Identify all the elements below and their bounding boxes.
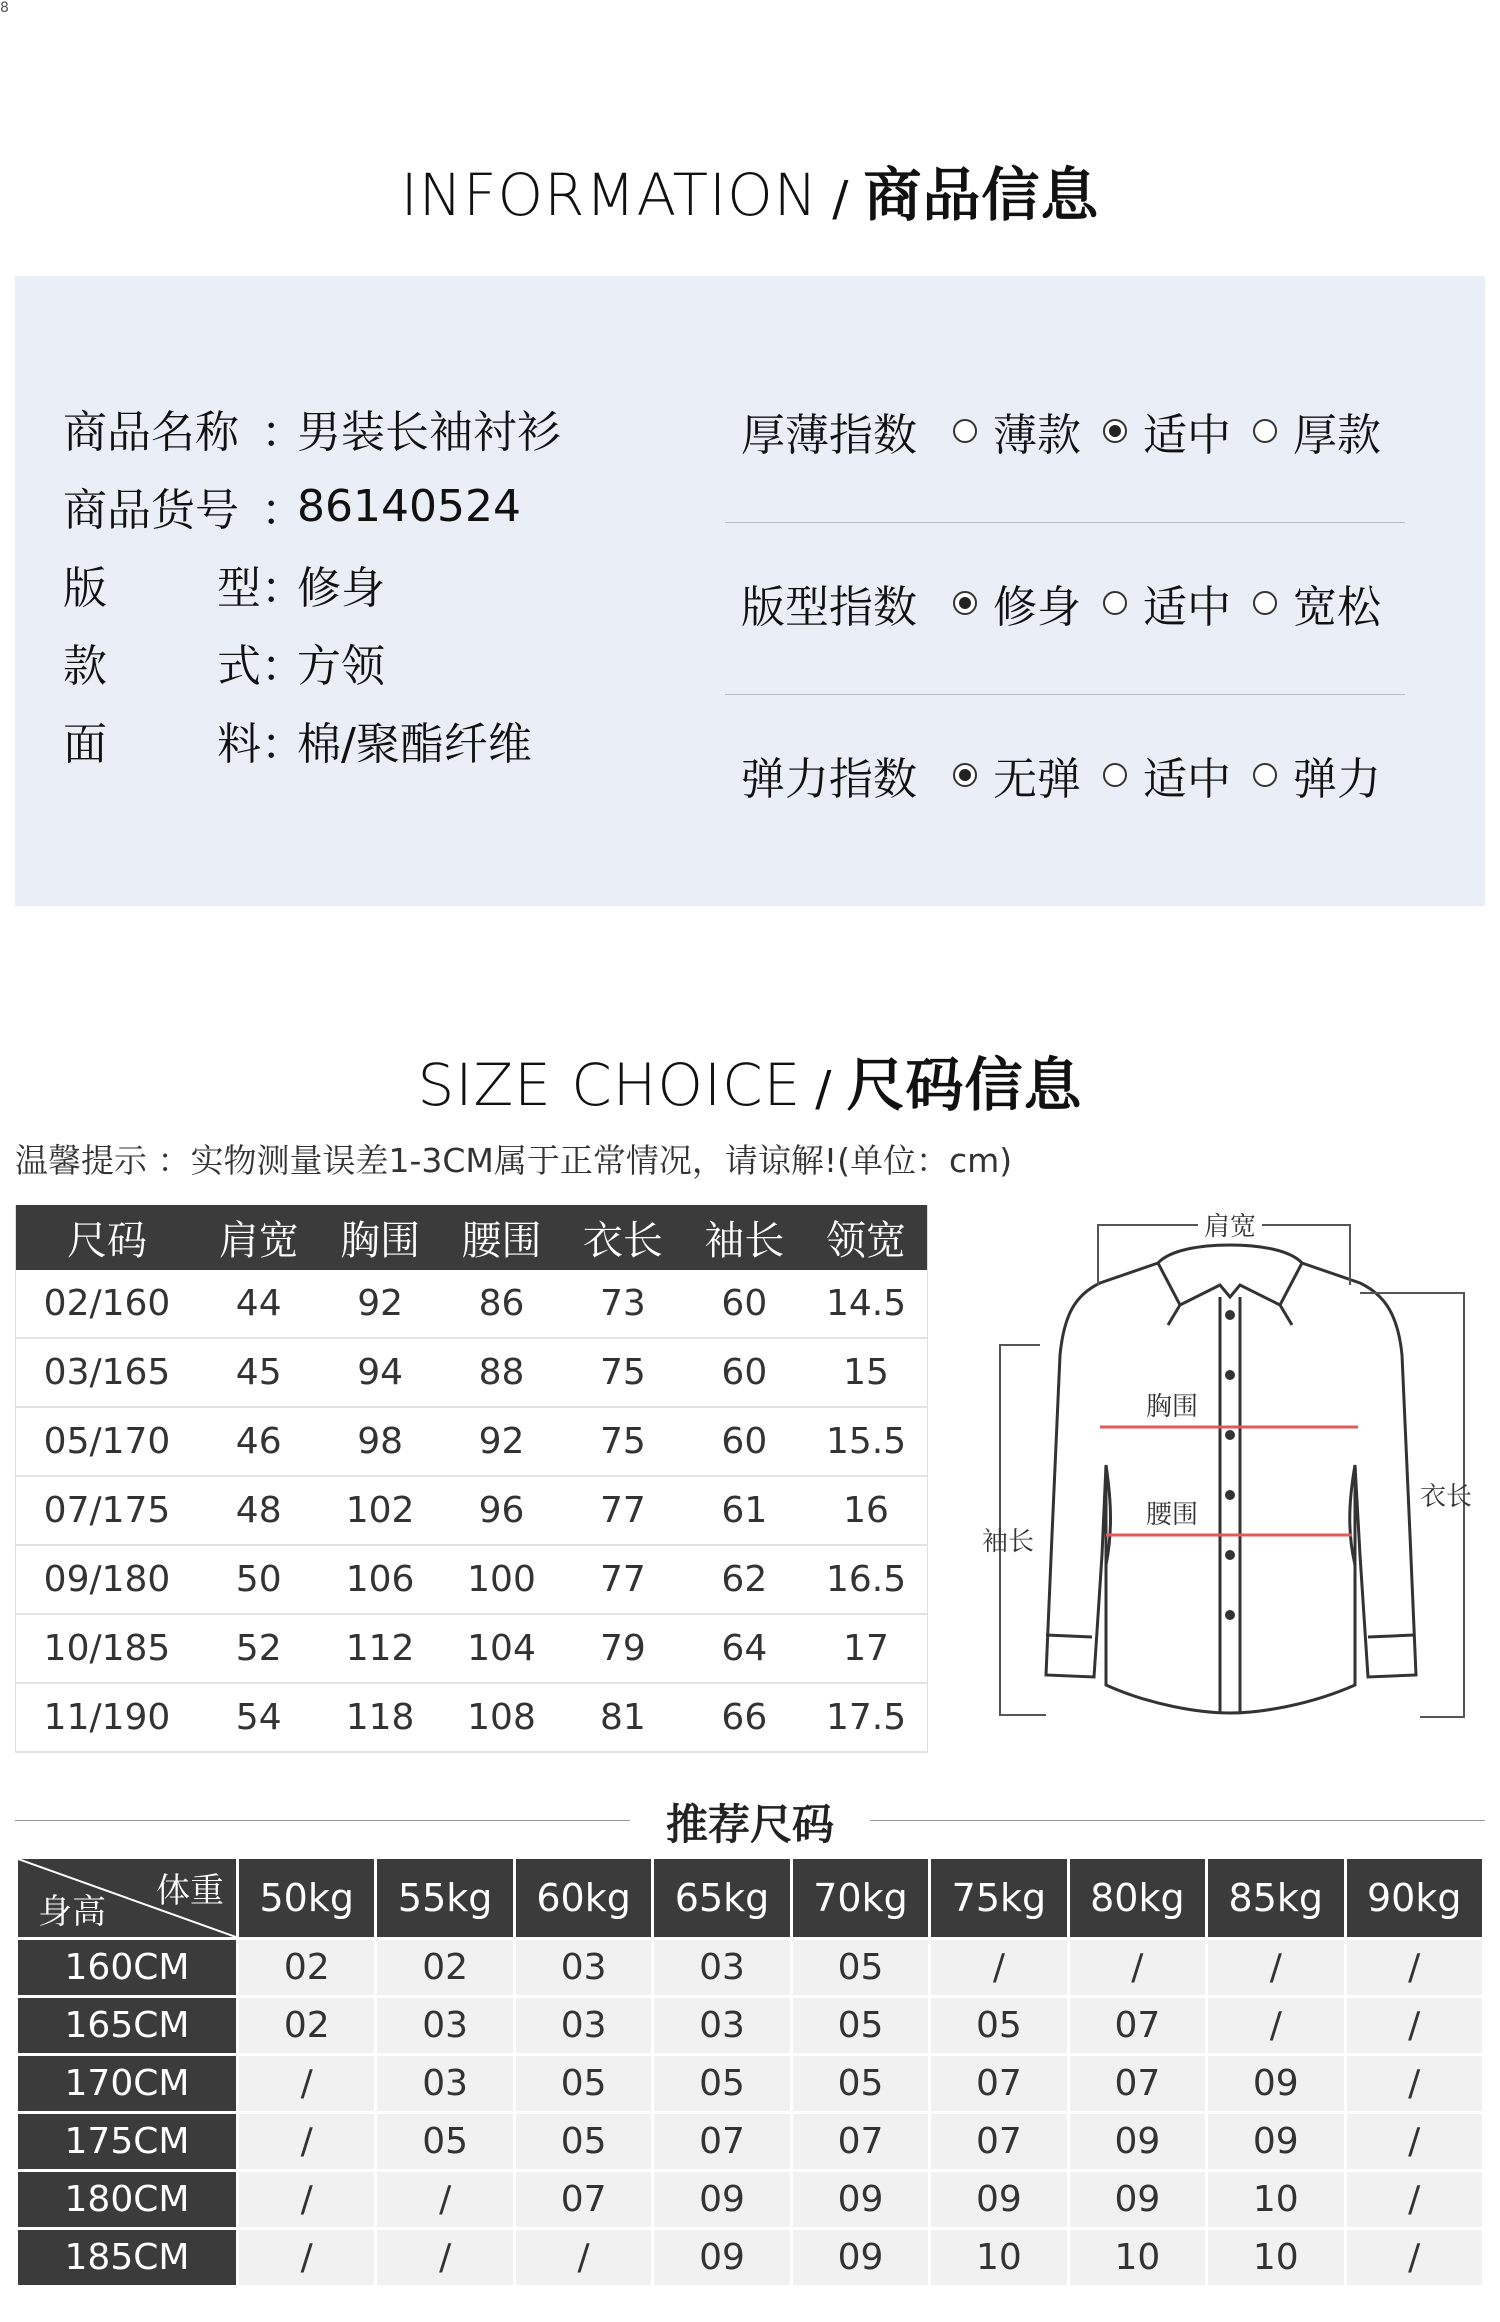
table-cell: / <box>1207 1939 1345 1997</box>
table-cell: 60 <box>684 1338 805 1407</box>
index-row <box>725 713 1405 885</box>
corner-height-label: 身高 <box>38 1892 106 1932</box>
table-cell: 77 <box>562 1476 683 1545</box>
table-cell: 104 <box>441 1614 562 1683</box>
table-cell: 09 <box>1068 2171 1206 2229</box>
table-cell: 10 <box>930 2229 1068 2287</box>
table-cell: 03 <box>514 1939 652 1997</box>
index-option <box>1253 571 1381 635</box>
table-cell: 07 <box>791 2113 929 2171</box>
recommend-table-header <box>17 1858 1484 1939</box>
table-cell: 05 <box>930 1997 1068 2055</box>
index-block <box>725 369 1405 885</box>
option-label: 适中 <box>1143 754 1231 805</box>
table-cell: 05 <box>791 1939 929 1997</box>
shirt-measurement-diagram <box>980 1205 1480 1745</box>
table-cell: 88 <box>441 1338 562 1407</box>
table-cell: 52 <box>198 1614 319 1683</box>
table-cell: / <box>514 2229 652 2287</box>
table-cell: 03 <box>376 1997 514 2055</box>
dimension-lines <box>1000 1225 1464 1717</box>
table-cell: 15.5 <box>805 1407 927 1476</box>
radio-empty-icon <box>953 419 977 443</box>
table-cell: 102 <box>319 1476 440 1545</box>
table-cell: 100 <box>441 1545 562 1614</box>
column-header: 领宽 <box>805 1205 927 1270</box>
table-cell: / <box>1345 1997 1484 2055</box>
spec-colon: ： <box>261 719 305 770</box>
spec-label-char: 型 <box>217 563 261 614</box>
table-cell: 03 <box>514 1997 652 2055</box>
size-table <box>15 1205 928 1753</box>
table-cell: 66 <box>684 1683 805 1752</box>
corner-mark: 8 <box>0 0 9 16</box>
table-row <box>17 2055 1484 2113</box>
table-cell: 09 <box>1068 2113 1206 2171</box>
spec-row-name <box>63 389 561 467</box>
recommend-title: 推荐尺码 <box>665 1800 834 1849</box>
table-cell: 05 <box>791 2055 929 2113</box>
spec-colon: ： <box>261 563 305 614</box>
spec-row-style <box>63 623 561 701</box>
table-row <box>16 1407 928 1476</box>
column-header: 胸围 <box>319 1205 440 1270</box>
table-cell: 03 <box>653 1997 791 2055</box>
table-cell: 46 <box>198 1407 319 1476</box>
length-label: 衣长 <box>1420 1482 1473 1512</box>
table-cell: 02/160 <box>16 1270 199 1338</box>
table-cell: 09/180 <box>16 1545 199 1614</box>
radio-empty-icon <box>1253 419 1277 443</box>
table-cell: 50 <box>198 1545 319 1614</box>
spec-value: 86140524 <box>297 480 521 532</box>
recommend-table-body <box>17 1939 1484 2287</box>
table-cell: 05 <box>514 2113 652 2171</box>
size-table-body <box>16 1270 928 1752</box>
size-choice-title-zh: 尺码信息 <box>846 1051 1083 1119</box>
option-label: 弹力 <box>1293 754 1381 805</box>
index-option <box>953 743 1081 807</box>
table-cell: 77 <box>562 1545 683 1614</box>
table-cell: / <box>238 2171 376 2229</box>
spec-label-char: 款 <box>63 641 107 692</box>
table-row <box>17 2171 1484 2229</box>
height-header: 170CM <box>17 2055 238 2113</box>
column-header: 袖长 <box>684 1205 805 1270</box>
index-content <box>741 399 1403 463</box>
table-cell: 03 <box>376 2055 514 2113</box>
table-cell: 05 <box>791 1997 929 2055</box>
table-cell: / <box>1345 2171 1484 2229</box>
table-cell: 60 <box>684 1270 805 1338</box>
column-header: 肩宽 <box>198 1205 319 1270</box>
sleeve-label: 袖长 <box>982 1527 1035 1557</box>
table-cell: 10/185 <box>16 1614 199 1683</box>
spec-row-code <box>63 467 561 545</box>
index-option <box>953 399 1081 463</box>
table-cell: / <box>1345 2055 1484 2113</box>
spec-value: 方领 <box>297 641 385 692</box>
spec-label-char: 面 <box>63 719 107 770</box>
table-cell: 16.5 <box>805 1545 927 1614</box>
table-cell: 64 <box>684 1614 805 1683</box>
index-option <box>1103 743 1231 807</box>
table-cell: 15 <box>805 1338 927 1407</box>
index-option <box>1253 743 1381 807</box>
size-choice-title-en: SIZE CHOICE <box>417 1051 802 1119</box>
index-content <box>741 743 1403 807</box>
table-cell: / <box>238 2229 376 2287</box>
table-cell: 07 <box>1068 2055 1206 2113</box>
column-header: 衣长 <box>562 1205 683 1270</box>
size-choice-title <box>0 1038 1500 1122</box>
spec-label: 商品货号 <box>63 485 239 536</box>
table-cell: 10 <box>1207 2229 1345 2287</box>
table-cell: / <box>1345 1939 1484 1997</box>
option-label: 宽松 <box>1293 582 1381 633</box>
table-cell: 03 <box>653 1939 791 1997</box>
table-row <box>16 1545 928 1614</box>
table-cell: 17.5 <box>805 1683 927 1752</box>
table-cell: 98 <box>319 1407 440 1476</box>
table-cell: 108 <box>441 1683 562 1752</box>
table-cell: 09 <box>1207 2055 1345 2113</box>
table-row <box>17 1939 1484 1997</box>
spec-label: 商品名称 <box>63 407 239 458</box>
table-cell: / <box>376 2171 514 2229</box>
corner-weight-label: 体重 <box>156 1871 224 1911</box>
title-separator: / <box>815 1061 833 1117</box>
spec-colon: ： <box>261 641 305 692</box>
table-row <box>16 1683 928 1752</box>
table-row <box>17 2229 1484 2287</box>
table-cell: 07 <box>1068 1997 1206 2055</box>
table-row <box>16 1270 928 1338</box>
table-cell: / <box>1068 1939 1206 1997</box>
weight-header: 75kg <box>930 1858 1068 1939</box>
shoulder-label: 肩宽 <box>1203 1212 1257 1242</box>
measurement-tip: 温馨提示 ：实物测量误差1-3CM属于正常情况，请谅解!(单位：cm) <box>15 1141 1013 1180</box>
table-cell: 05/170 <box>16 1407 199 1476</box>
option-label: 无弹 <box>993 754 1081 805</box>
title-separator: / <box>832 171 850 227</box>
index-label: 弹力指数 <box>741 754 917 805</box>
weight-header: 60kg <box>514 1858 652 1939</box>
spec-value: 修身 <box>297 563 385 614</box>
index-option <box>953 571 1081 635</box>
table-cell: 86 <box>441 1270 562 1338</box>
weight-header: 50kg <box>238 1858 376 1939</box>
table-cell: / <box>1207 1997 1345 2055</box>
table-cell: 61 <box>684 1476 805 1545</box>
table-cell: 07 <box>930 2055 1068 2113</box>
weight-header: 85kg <box>1207 1858 1345 1939</box>
option-label: 适中 <box>1143 582 1231 633</box>
table-cell: 92 <box>441 1407 562 1476</box>
information-title-zh: 商品信息 <box>863 161 1100 229</box>
info-panel <box>15 276 1485 906</box>
option-label: 适中 <box>1143 410 1231 461</box>
spec-list <box>63 389 561 779</box>
radio-empty-icon <box>1103 591 1127 615</box>
table-cell: 09 <box>791 2229 929 2287</box>
table-cell: 09 <box>653 2229 791 2287</box>
option-label: 修身 <box>993 582 1081 633</box>
radio-empty-icon <box>1253 763 1277 787</box>
weight-header: 80kg <box>1068 1858 1206 1939</box>
spec-value: 男装长袖衬衫 <box>297 407 561 458</box>
spec-label <box>63 552 261 616</box>
index-row <box>725 369 1405 541</box>
spec-row-fabric <box>63 701 561 779</box>
waist-label: 腰围 <box>1146 1500 1199 1530</box>
table-cell: 02 <box>376 1939 514 1997</box>
divider <box>725 694 1405 695</box>
spec-colon: ： <box>261 407 305 458</box>
table-cell: 09 <box>930 2171 1068 2229</box>
radio-empty-icon <box>1103 763 1127 787</box>
table-cell: / <box>238 2055 376 2113</box>
table-cell: 16 <box>805 1476 927 1545</box>
height-header: 160CM <box>17 1939 238 1997</box>
recommend-table <box>15 1856 1485 2288</box>
table-cell: 17 <box>805 1614 927 1683</box>
table-cell: 05 <box>653 2055 791 2113</box>
table-cell: 45 <box>198 1338 319 1407</box>
table-cell: 81 <box>562 1683 683 1752</box>
option-label: 薄款 <box>993 410 1081 461</box>
height-header: 165CM <box>17 1997 238 2055</box>
table-row <box>16 1338 928 1407</box>
table-cell: 09 <box>653 2171 791 2229</box>
table-cell: 44 <box>198 1270 319 1338</box>
spec-colon: ： <box>261 485 305 536</box>
table-cell: 79 <box>562 1614 683 1683</box>
table-cell: 07 <box>930 2113 1068 2171</box>
index-option <box>1103 571 1231 635</box>
table-cell: 54 <box>198 1683 319 1752</box>
table-row <box>17 2113 1484 2171</box>
table-corner-cell <box>17 1858 238 1939</box>
height-header: 180CM <box>17 2171 238 2229</box>
weight-header: 70kg <box>791 1858 929 1939</box>
table-cell: / <box>1345 2229 1484 2287</box>
table-row <box>17 1997 1484 2055</box>
table-cell: 14.5 <box>805 1270 927 1338</box>
table-cell: 106 <box>319 1545 440 1614</box>
spec-label-char: 料 <box>217 719 261 770</box>
index-option <box>1103 399 1231 463</box>
height-header: 185CM <box>17 2229 238 2287</box>
table-cell: / <box>1345 2113 1484 2171</box>
divider <box>725 522 1405 523</box>
index-label: 版型指数 <box>741 582 917 633</box>
table-cell: 73 <box>562 1270 683 1338</box>
table-cell: / <box>376 2229 514 2287</box>
table-cell: 09 <box>1207 2113 1345 2171</box>
radio-selected-icon <box>1103 419 1127 443</box>
information-title-en: INFORMATION <box>400 161 819 229</box>
chest-label: 胸围 <box>1146 1392 1199 1422</box>
spec-label <box>63 630 261 694</box>
column-header: 腰围 <box>441 1205 562 1270</box>
table-row <box>16 1614 928 1683</box>
table-cell: 118 <box>319 1683 440 1752</box>
table-cell: 75 <box>562 1407 683 1476</box>
size-table-header <box>16 1205 928 1270</box>
spec-label <box>63 708 261 772</box>
table-cell: 02 <box>238 1939 376 1997</box>
column-header: 尺码 <box>16 1205 199 1270</box>
table-cell: 07 <box>514 2171 652 2229</box>
option-label: 厚款 <box>1293 410 1381 461</box>
table-cell: 62 <box>684 1545 805 1614</box>
spec-label-char: 版 <box>63 563 107 614</box>
height-header: 175CM <box>17 2113 238 2171</box>
table-row <box>16 1476 928 1545</box>
table-cell: 94 <box>319 1338 440 1407</box>
spec-row-fit <box>63 545 561 623</box>
table-cell: 92 <box>319 1270 440 1338</box>
table-cell: 05 <box>376 2113 514 2171</box>
radio-selected-icon <box>953 763 977 787</box>
table-cell: 10 <box>1207 2171 1345 2229</box>
table-cell: 09 <box>791 2171 929 2229</box>
table-cell: 07 <box>653 2113 791 2171</box>
index-option <box>1253 399 1381 463</box>
radio-selected-icon <box>953 591 977 615</box>
weight-header: 65kg <box>653 1858 791 1939</box>
index-content <box>741 571 1403 635</box>
index-row <box>725 541 1405 713</box>
shirt-buttons <box>1225 1310 1235 1620</box>
table-cell: / <box>238 2113 376 2171</box>
table-cell: 75 <box>562 1338 683 1407</box>
table-cell: 11/190 <box>16 1683 199 1752</box>
radio-empty-icon <box>1253 591 1277 615</box>
table-cell: 03/165 <box>16 1338 199 1407</box>
table-cell: 10 <box>1068 2229 1206 2287</box>
table-cell: 60 <box>684 1407 805 1476</box>
weight-header: 55kg <box>376 1858 514 1939</box>
table-cell: 48 <box>198 1476 319 1545</box>
spec-value: 棉/聚酯纤维 <box>297 719 532 770</box>
table-cell: 112 <box>319 1614 440 1683</box>
table-cell: 05 <box>514 2055 652 2113</box>
information-title <box>0 148 1500 232</box>
recommend-title-bar <box>15 1790 1485 1850</box>
weight-header: 90kg <box>1345 1858 1484 1939</box>
table-cell: 02 <box>238 1997 376 2055</box>
table-cell: 07/175 <box>16 1476 199 1545</box>
table-cell: 96 <box>441 1476 562 1545</box>
spec-label-char: 式 <box>217 641 261 692</box>
table-cell: / <box>930 1939 1068 1997</box>
index-label: 厚薄指数 <box>741 410 917 461</box>
